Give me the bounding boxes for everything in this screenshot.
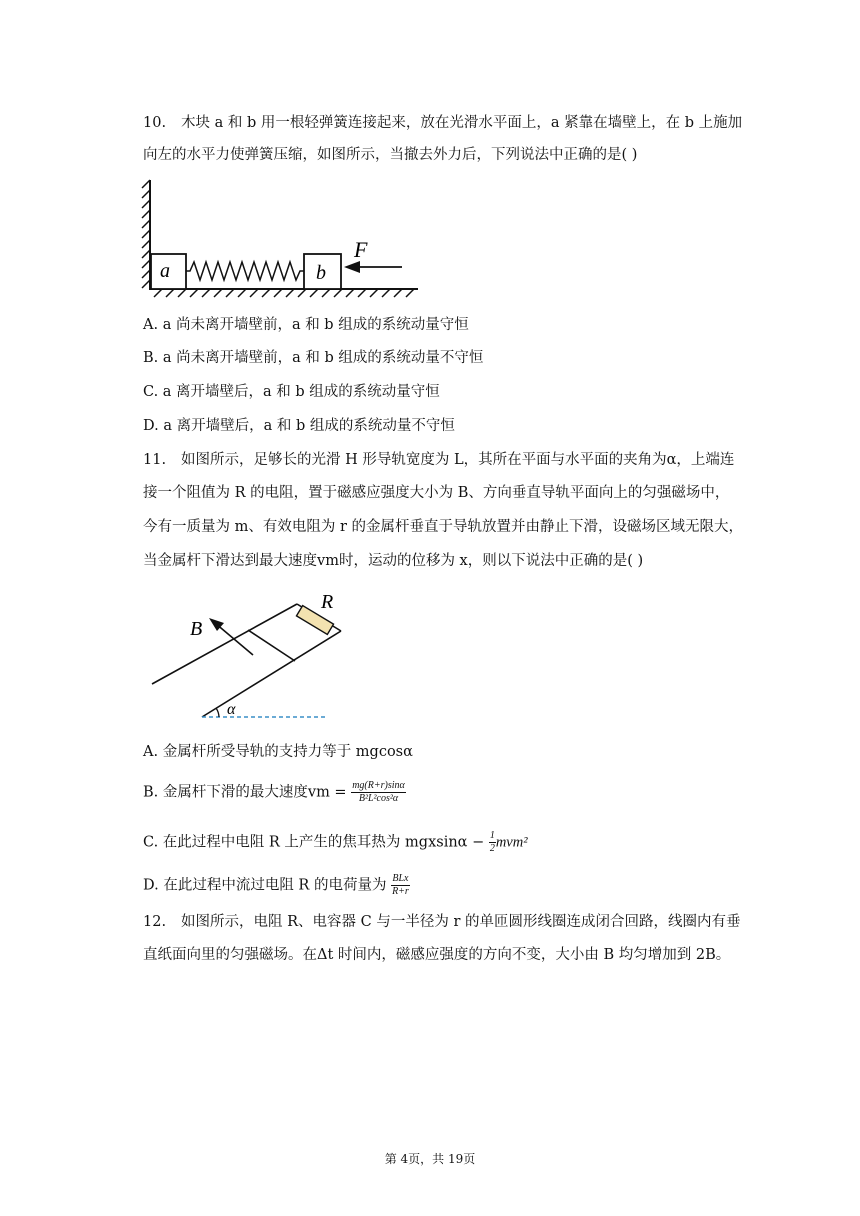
q11-figure-incline-rails [145, 585, 365, 725]
block-b-label: b [316, 262, 326, 284]
q11-option-d-fraction: $\frac{\text{BLx}}{R+r}$ [392, 873, 409, 897]
block-a-label: a [160, 260, 170, 282]
q11-stem-line1: 11. 如图所示，足够长的光滑 H 形导轨宽度为 L，其所在平面与水平面的夹角为α，上端连 [143, 452, 735, 468]
q11-option-c[interactable]: C. 在此过程中电阻 R 上产生的焦耳热为 mgxsinα − $\frac{1}{2}$ mvm² [143, 830, 528, 854]
q11-stem-line2: 接一个阻值为 R 的电阻，置于磁感应强度大小为 B、方向垂直导轨平面向上的匀强磁场中， [143, 485, 730, 501]
q11-stem-line4: 当金属杆下滑达到最大速度vm时，运动的位移为 x，则以下说法中正确的是( ) [143, 553, 644, 569]
q11-stem-line3: 今有一质量为 m、有效电阻为 r 的金属杆垂直于导轨放置并由静止下滑，设磁场区域无限大， [143, 519, 744, 535]
page-footer: 第 4页，共 19页 [384, 1152, 476, 1166]
q12-stem-line1: 12. 如图所示，电阻 R、电容器 C 与一半径为 r 的单匝圆形线圈连成闭合回路，线圈内有垂 [143, 914, 741, 930]
q11-option-a[interactable]: A. 金属杆所受导轨的支持力等于 mgcosα [143, 744, 413, 760]
q10-number: 10. [143, 115, 167, 131]
label-B: B [190, 618, 203, 640]
q12-number: 12. [143, 914, 167, 930]
q10-stem-line2: 向左的水平力使弹簧压缩，如图所示，当撤去外力后，下列说法中正确的是( ) [143, 147, 638, 163]
q10-option-c[interactable]: C. a 离开墙壁后，a 和 b 组成的系统动量守恒 [143, 384, 440, 400]
q10-option-b[interactable]: B. a 尚未离开墙壁前，a 和 b 组成的系统动量不守恒 [143, 350, 484, 366]
metal-rod [248, 630, 295, 661]
q11-option-c-fraction: $\frac{1}{2}$ [489, 830, 495, 854]
q11-option-d[interactable]: D. 在此过程中流过电阻 R 的电荷量为 $\frac{\text{BLx}}{R+r}$ [143, 873, 409, 897]
q11-number: 11. [143, 452, 167, 468]
label-alpha: α [227, 701, 236, 718]
q10-option-a[interactable]: A. a 尚未离开墙壁前，a 和 b 组成的系统动量守恒 [143, 317, 469, 333]
q10-stem-line1: 10. 木块 a 和 b 用一根轻弹簧连接起来，放在光滑水平面上，a 紧靠在墙壁上，在 b 上施加 [143, 115, 743, 131]
q10-option-d[interactable]: D. a 离开墙壁后，a 和 b 组成的系统动量不守恒 [143, 418, 455, 434]
q11-option-b-fraction: $\frac{mg(R+r)\sin\alpha}{\text{B²L²cos²α}}$ [352, 780, 405, 804]
label-R: R [321, 591, 334, 613]
b-field-arrow [215, 623, 253, 655]
q12-stem-line2: 直纸面向里的匀强磁场。在Δt 时间内，磁感应强度的方向不变，大小由 B 均匀增加到 2B。 [143, 947, 731, 963]
q11-option-b[interactable]: B. 金属杆下滑的最大速度vm = $\frac{mg(R+r)\sin\alpha}{\text{B²L²cos²α}}$ [143, 780, 405, 804]
q10-figure-spring-blocks [140, 178, 420, 298]
force-label: F [354, 237, 368, 262]
spring [186, 262, 304, 280]
